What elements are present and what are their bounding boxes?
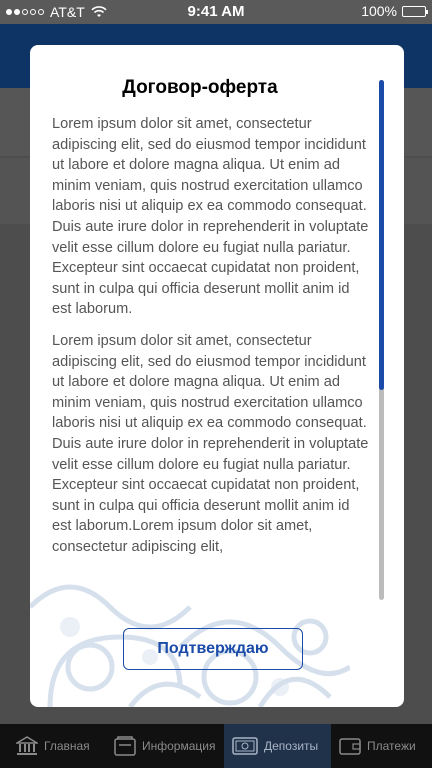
tab-deposits[interactable] <box>224 724 331 768</box>
wallet-icon <box>339 736 361 756</box>
tab-home[interactable] <box>0 724 106 768</box>
modal-title: Договор-оферта <box>122 77 278 98</box>
clock: 9:41 AM <box>187 3 245 20</box>
bottom-tab-bar <box>0 724 432 768</box>
scrollbar-thumb[interactable] <box>379 80 384 390</box>
offer-agreement-modal <box>30 45 404 707</box>
tab-payments[interactable] <box>331 724 432 768</box>
tab-label: Платежи <box>367 739 416 753</box>
deposit-card-icon <box>232 736 258 756</box>
agreement-paragraph: Lorem ipsum dolor sit amet, consectetur adipiscing elit, sed do eiusmod tempor incididunt ut labore et dolore magna aliqua. Ut enim ad minim veniam, quis nostrud exercitation ullamco laboris nisi ut aliquip ex ea commodo consequat. Duis aute irure dolor in reprehenderit in voluptate velit esse cillum dolore eu fugiat nulla pariatur. Excepteur sint occaecat cupidatat non proident, sunt in culpa qui officia deserunt mollit anim id est laborum.Lorem ipsum dolor sit amet, consectetur adipiscing elit, <box>52 332 369 555</box>
battery-icon <box>402 6 426 17</box>
agreement-text[interactable] <box>52 114 370 600</box>
status-bar <box>0 0 432 24</box>
agreement-paragraph: Lorem ipsum dolor sit amet, consectetur adipiscing elit, sed do eiusmod tempor incididunt ut labore et dolore magna aliqua. Ut enim ad minim veniam, quis nostrud exercitation ullamco laboris nisi ut aliquip ex ea commodo consequat. Duis aute irure dolor in reprehenderit in voluptate velit esse cillum dolore eu fugiat nulla pariatur. Excepteur sint occaecat cupidatat non proident, sunt in culpa qui officia deserunt mollit anim id est laborum. <box>52 116 369 318</box>
info-box-icon <box>114 736 136 756</box>
scrollbar-track[interactable] <box>379 80 384 600</box>
bank-icon <box>16 736 38 756</box>
tab-label: Депозиты <box>264 739 319 753</box>
tab-info[interactable] <box>106 724 224 768</box>
tab-label: Информация <box>142 739 216 753</box>
tab-label: Главная <box>44 739 90 753</box>
battery-percent: 100% <box>361 3 397 19</box>
confirm-button[interactable]: Подтверждаю <box>123 628 303 670</box>
carrier-label: AT&T <box>50 4 85 20</box>
status-right <box>361 3 426 19</box>
